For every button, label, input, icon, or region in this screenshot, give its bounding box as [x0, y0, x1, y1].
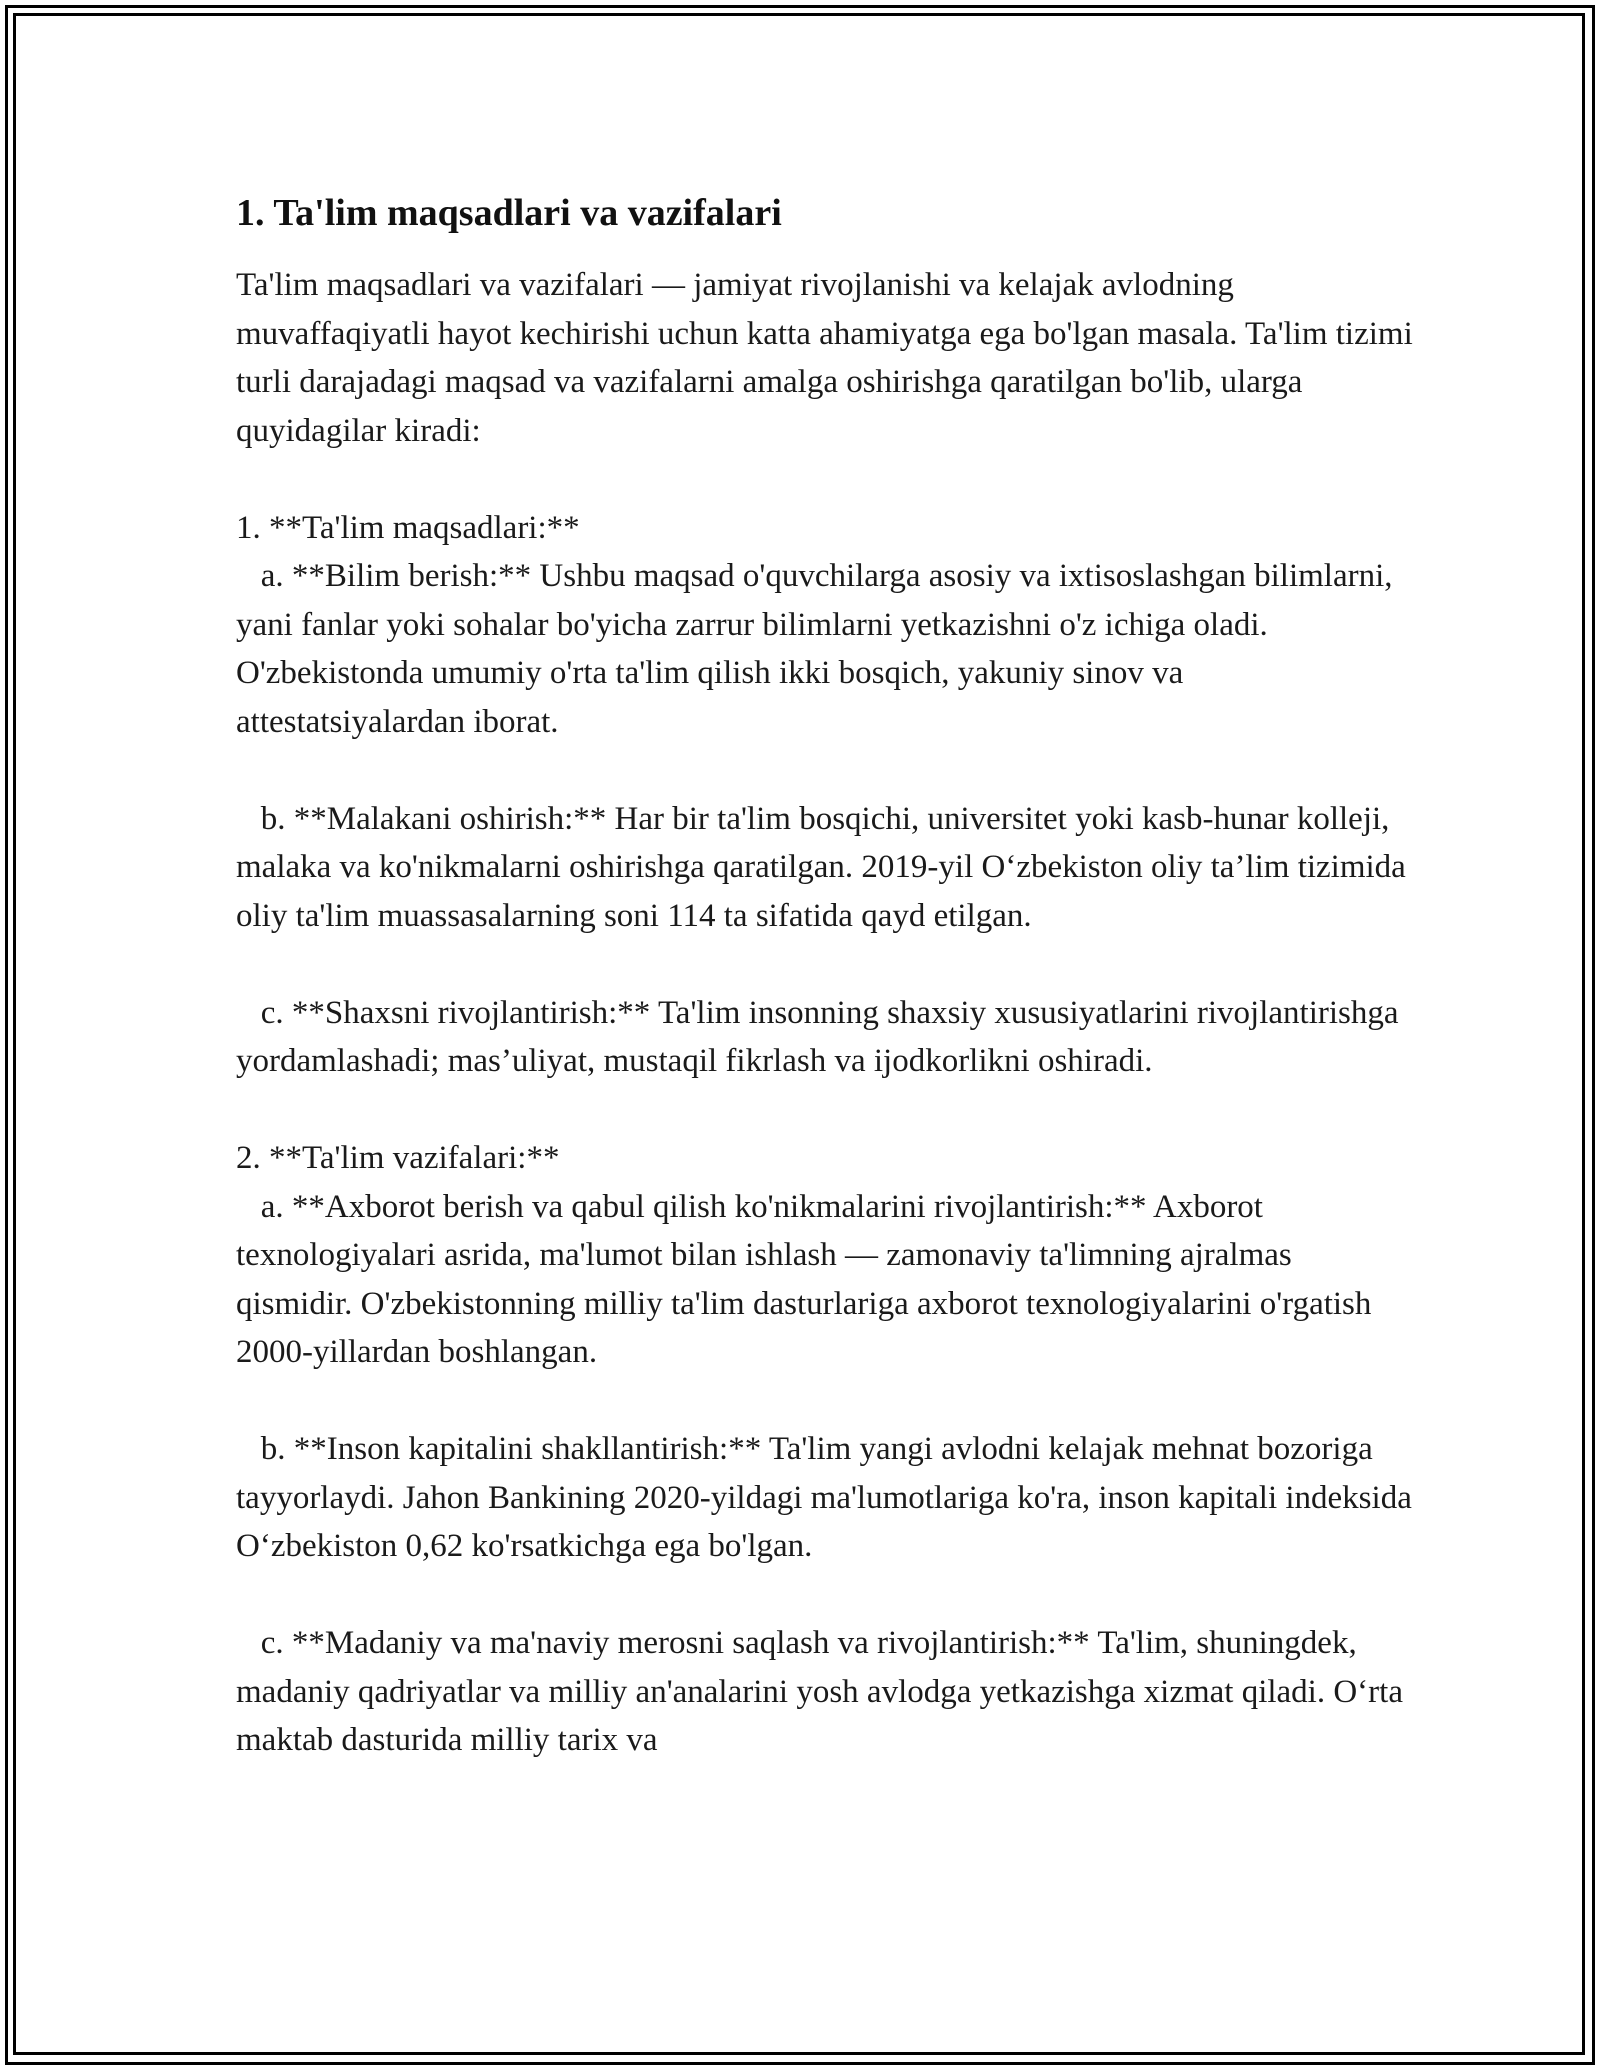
paragraph-spacer [236, 940, 1416, 989]
section2-item-a: a. **Axborot berish va qabul qilish ko'nikmalarini rivojlantirish:** Axborot texnologiyalari asrida, ma'lumot bilan ishlash — zamonaviy ta'limning ajralmas qismidir. O'zbekistonning milliy ta'lim dasturlariga axborot texnologiyalarini o'rgatish 2000-yillardan boshlangan. [236, 1188, 1380, 1370]
section2-item-c: c. **Madaniy va ma'naviy merosni saqlash va rivojlantirish:** Ta'lim, shuningdek, madaniy qadriyatlar va milliy an'analarini yosh avlodga yetkazishga xizmat qiladi. O‘rta maktab dasturida milliy tarix va [236, 1625, 1412, 1758]
paragraph-spacer [236, 1377, 1416, 1426]
intro-paragraph: Ta'lim maqsadlari va vazifalari — jamiyat rivojlanishi va kelajak avlodning muvaffaqiyatli hayot kechirishi uchun katta ahamiyatga ega bo'lgan masala. Ta'lim tizimi turli darajadagi maqsad va vazifalarni amalga oshirishga qaratilgan bo'lib, ularga quyidagilar kiradi: [236, 267, 1422, 449]
paragraph-spacer [236, 1086, 1416, 1135]
section2-heading: 2. **Ta'lim vazifalari:** [236, 1140, 560, 1176]
paragraph-spacer [236, 1571, 1416, 1620]
section1-item-b: b. **Malakani oshirish:** Har bir ta'lim bosqichi, universitet yoki kasb-hunar kolleji, malaka va ko'nikmalarni oshirishga qaratilgan. 2019-yil O‘zbekiston oliy ta’lim tizimida oliy ta'lim muassasalarning soni 114 ta sifatida qayd etilgan. [236, 800, 1415, 934]
section2-item-b: b. **Inson kapitalini shakllantirish:** Ta'lim yangi avlodni kelajak mehnat bozoriga tayyorlaydi. Jahon Bankining 2020-yildagi ma'lumotlariga ko'ra, inson kapitali indeksida O‘zbekiston 0,62 ko'rsatkichga ega bo'lgan. [236, 1431, 1421, 1564]
section1-heading: 1. **Ta'lim maqsadlari:** [236, 509, 580, 546]
document-page [236, 185, 1422, 1765]
section1-item-c: c. **Shaxsni rivojlantirish:** Ta'lim insonning shaxsiy xususiyatlarini rivojlantirishga yordamlashadi; mas’uliyat, mustaqil fikrlash va ijodkorlikni oshiradi. [236, 994, 1407, 1079]
document-title: 1. Ta'lim maqsadlari va vazifalari [236, 192, 782, 234]
section1-item-a: a. **Bilim berish:** Ushbu maqsad o'quvchilarga asosiy va ixtisoslashgan bilimlarni, yani fanlar yoki sohalar bo'yicha zarrur bilimlarni yetkazishni o'z ichiga oladi. O'zbekistonda umumiy o'rta ta'lim qilish ikki bosqich, yakuniy sinov va attestatsiyalardan iborat. [236, 558, 1401, 740]
paragraph-spacer [236, 746, 1416, 795]
paragraph-spacer [236, 455, 1416, 504]
